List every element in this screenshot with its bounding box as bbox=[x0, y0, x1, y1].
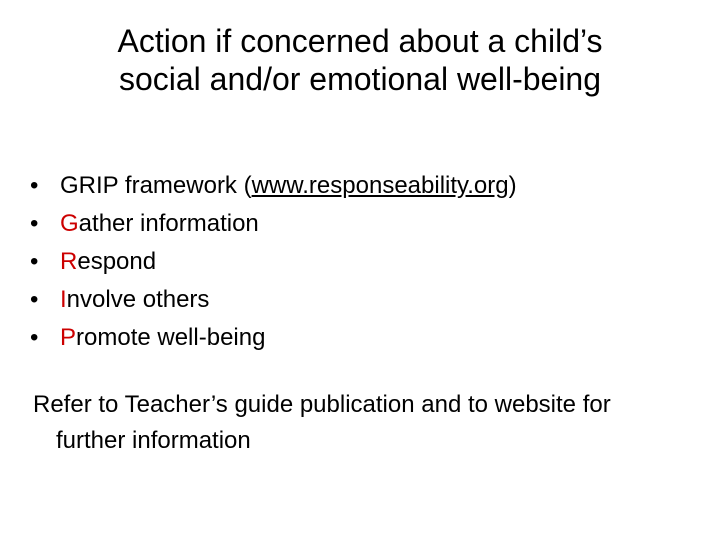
acronym-initial: G bbox=[60, 210, 79, 237]
bullet-item-promote-well-being bbox=[30, 319, 517, 357]
bullet-text-suffix: ) bbox=[508, 172, 517, 199]
bullet-text: espond bbox=[77, 248, 157, 275]
bullet-marker: • bbox=[30, 210, 39, 237]
footer-note bbox=[33, 387, 713, 459]
bullet-text: ather information bbox=[78, 210, 259, 237]
bullet-item-grip-framework bbox=[30, 167, 517, 205]
slide-title bbox=[0, 22, 720, 98]
bullet-marker: • bbox=[30, 324, 39, 351]
acronym-initial: P bbox=[60, 324, 77, 351]
bullet-text: romote well-being bbox=[76, 324, 266, 351]
responseability-link[interactable]: www.responseability.org bbox=[251, 172, 509, 199]
bullet-marker: • bbox=[30, 172, 39, 199]
bullet-item-gather-information bbox=[30, 205, 517, 243]
bullet-text: nvolve others bbox=[66, 286, 210, 313]
bullet-item-involve-others bbox=[30, 281, 517, 319]
bullet-marker: • bbox=[30, 248, 39, 275]
footer-note-line-2: further information bbox=[56, 427, 251, 454]
bullet-item-respond bbox=[30, 243, 517, 281]
bullet-list bbox=[30, 167, 517, 357]
footer-note-line-1: Refer to Teacher’s guide publication and to website for bbox=[33, 391, 611, 418]
bullet-text-prefix: GRIP framework ( bbox=[60, 172, 252, 199]
slide-title-line-1: Action if concerned about a child’s bbox=[117, 23, 603, 59]
acronym-initial: I bbox=[60, 286, 67, 313]
acronym-initial: R bbox=[60, 248, 78, 275]
bullet-marker: • bbox=[30, 286, 39, 313]
slide-title-line-2: social and/or emotional well-being bbox=[118, 61, 602, 97]
